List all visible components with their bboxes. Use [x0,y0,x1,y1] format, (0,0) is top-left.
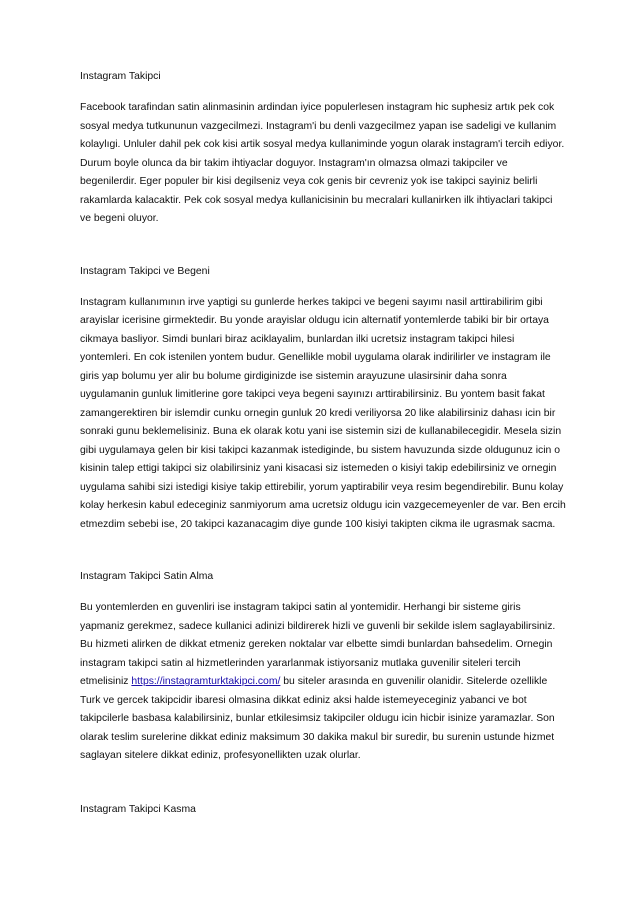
section-body-takipci-satin-alma [80,599,566,766]
section-spacer [80,229,566,265]
section-heading-takipci-satin-alma: Instagram Takipci Satin Alma [80,571,214,582]
section-heading-takipci-ve-begeni: Instagram Takipci ve Begeni [80,265,210,277]
section-body-takipci-ve-begeni: Instagram kullanımının irve yaptigi su gunlerde herkes takipci ve begeni sayımı nasil arttirabilirim gibi arayislar icerisine girmektedir. Bu yonde arayislar oldugu icin alternatif yontemlerde tabiki bir bir ortaya cikmaya basliyor. Simdi bunlari biraz aciklayalim, bunlardan ilki ucretsiz instagram takipci hilesi yontemleri. En cok istenilen yontem budur. Genellikle mobil uygulama olarak indirilirler ve instagram ile giris yap bolumu yer alir bu bolume girdiginizde ise sistemin arayuzune ulasirsinir daha sonra uygulamanin gunluk limitlerine gore takipci veya begeni sayınızı arttirabilirsiniz. Bu yontem basit fakat zamangerektiren bir islemdir cunku ornegin gunluk 20 kredi veriliyorsa 20 like alabilirsiniz dahası icin bir sonraki gunu beklemelisiniz. Buna ek olarak kotu yani ise sistemin sizi de kullanabilecegidir. Mesela sizin gibi uygulamaya gelen bir kisi takipci kazanmak istediginde, bu sistem havuzunda sizde oldugunuz icin o kisinin talep ettigi takipci siz olabilirsiniz yani kisacasi siz istemeden o kisiyi takip edebilirsiniz ve ornegin uygulama sahibi sizi istedigi kisiye takip ettirebilir, yorum yaptirabilir veya resim begendirebilir. Bunu kolay kolay herkesin kabul edeceginiz sanmiyorum ama ucretsiz oldugu icin vazgecemeyenler de var. Ben ercih etmezdim sebebi ise, 20 takipci kazanacagim diye gunde 100 kisiyi takipten cikma ile ugrasmak sacma. [80,296,566,530]
section-spacer [80,534,566,570]
section-heading-instagram-takipci: Instagram Takipci [80,71,161,82]
document-page [80,70,566,832]
body-text-after-link: bu siteler arasında en guvenilir olanidir. Sitelerde ozellikle Turk ve gercek takipcidir ibaresi olmasina dikkat ediniz aksi halde istemeyeceginiz yabanci ve bot takipcilerle basbasa kalabilirsiniz, bunlar etkilesimsiz takipciler oldugu icin hicbir isinize yaramazlar. Son olarak teslim surelerine dikkat ediniz maksimum 30 dakika makul bir suredir, bu surenin ustunde hizmet saglayan sitelere dikkat ediniz, profesyonellikten uzak olurlar. [80,676,555,761]
section-spacer [80,766,566,803]
instagramturktakipci-link[interactable]: https://instagramturktakipci.com/ [131,676,281,687]
section-heading-takipci-kasma: Instagram Takipci Kasma [80,803,196,815]
body-text-before-link: Bu yontemlerden en guvenliri ise instagram takipci satin al yontemidir. Herhangi bir sisteme giris yapmaniz gerekmez, sadece kullanici adinizi bildirerek hizli ve guvenli bir sekilde islem saglayabilirsiniz. Bu hizmeti alirken de dikkat etmeniz gereken noktalar var elbette simdi bunlardan bahsedelim. Ornegin instagram takipci satin al hizmetlerinden yararlanmak istiyorsaniz mutlaka guvenilir siteleri tercih etmelisiniz [80,602,556,687]
section-body-instagram-takipci: Facebook tarafindan satin alinmasinin ardindan iyice populerlesen instagram hic suphesiz artık pek cok sosyal medya tutkununun vazgecilmezi. Instagram'i bu denli vazgecilmez yapan ise sadeligi ve kullanim kolaylıgi. Unluler dahil pek cok kisi artik sosyal medya kullaniminde yogun olarak instagram'i tercih ediyor. Durum boyle olunca da bir takim ihtiyaclar doguyor. Instagram'ın olmazsa olmazi takipciler ve begenilerdir. Eger populer bir kisi degilseniz veya cok genis bir cevreniz yok ise takipci sayiniz belirli rakamlarda kalacaktir. Pek cok sosyal medya kullanicisinin bu mecralari kullanirken ilk ihtiyaclari takipci ve begeni oluyor. [80,102,565,224]
